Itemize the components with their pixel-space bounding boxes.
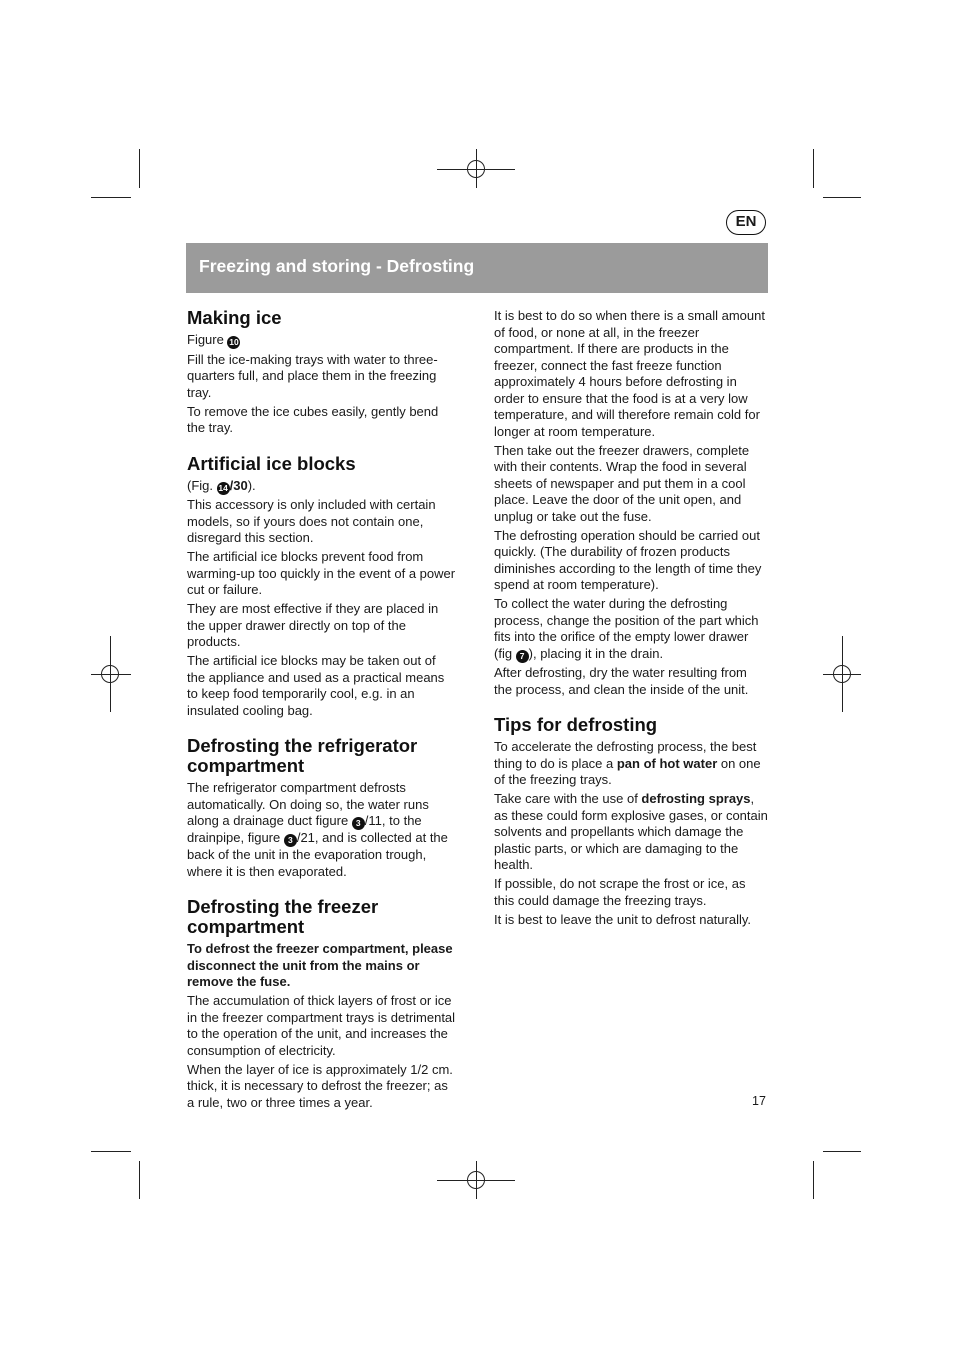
figure-number-badge: 3 bbox=[284, 834, 297, 847]
paragraph: The artificial ice blocks prevent food from warming-up too quickly in the event of a power cut or failure. bbox=[187, 549, 456, 597]
paragraph: When the layer of ice is approximately 1/2 cm. thick, it is necessary to defrost the freezer; as a rule, two or three times a year. bbox=[187, 1061, 453, 1110]
heading-defrosting-refrigerator: Defrosting the refrigerator compartment bbox=[187, 735, 418, 776]
paragraph: The defrosting operation should be carried out quickly. (The durability of frozen products diminishes according to the length of time they spend at room temperature). bbox=[494, 527, 762, 592]
section-tips bbox=[494, 715, 768, 928]
paragraph: To collect the water during the defrosting process, change the position of the part which fits into the orifice of the empty lower drawer (fig 7 ), placing it in the drain. bbox=[494, 596, 759, 661]
heading-tips-for-defrosting: Tips for defrosting bbox=[494, 714, 658, 735]
paragraph: The refrigerator compartment defrosts automatically. On doing so, the water runs along a drainage duct figure 3 /11, to the drainpipe, figure 3 /21, and is collected at the back of the unit in the evaporation trough, where it is then evaporated. bbox=[187, 780, 448, 879]
figure-reference: Figure 10 bbox=[187, 332, 239, 347]
paragraph: Then take out the freezer drawers, complete with their contents. Wrap the food in several sheets of newspaper and put them in a cool place. Leave the door of the unit open, and unplug or take out the fuse. bbox=[494, 442, 750, 524]
paragraph: It is best to do so when there is a small amount of food, or none at all, in the freezer compartment. If there are products in the freezer, connect the fast freeze function approximately 4 hours before defrosting in order to ensure that the food is at a very low temperature, and will therefore remain cold for longer at room temperature. bbox=[494, 308, 765, 439]
page-number: 17 bbox=[752, 1094, 766, 1108]
figure-number-badge: 10 bbox=[229, 337, 239, 347]
page-title: Freezing and storing - Defrosting bbox=[199, 256, 475, 276]
figure-reference: (Fig. 14 /30). bbox=[187, 477, 256, 493]
paragraph: The artificial ice blocks may be taken out of the appliance and used as a practical means to keep food temporarily cool, e.g. in an insulated cooling bag. bbox=[187, 653, 445, 718]
right-column bbox=[494, 308, 768, 931]
paragraph: After defrosting, dry the water resulting from the process, and clean the inside of the unit. bbox=[494, 665, 749, 697]
section-defrost-freezer bbox=[187, 897, 457, 1111]
paragraph: They are most effective if they are placed in the upper drawer directly on top of the products. bbox=[187, 601, 439, 649]
paragraph: To remove the ice cubes easily, gently bend the tray. bbox=[187, 403, 439, 435]
paragraph: The accumulation of thick layers of frost or ice in the freezer compartment trays is detrimental to the operation of the unit, and increases the consumption of electricity. bbox=[187, 993, 456, 1058]
figure-number-badge: 3 bbox=[352, 817, 365, 830]
paragraph: To accelerate the defrosting process, the best thing to do is place a pan of hot water on one of the freezing trays. bbox=[494, 739, 761, 787]
section-artificial-ice bbox=[187, 454, 457, 720]
section-defrost-fridge bbox=[187, 736, 457, 880]
figure-number-badge: 7 bbox=[516, 650, 529, 663]
paragraph: If possible, do not scrape the frost or ice, as this could damage the freezing trays. bbox=[494, 876, 746, 908]
heading-defrosting-freezer: Defrosting the freezer compartment bbox=[187, 896, 379, 937]
paragraph: This accessory is only included with certain models, so if yours does not contain one, disregard this section. bbox=[187, 497, 436, 545]
figure-number-badge: 14 bbox=[218, 482, 228, 493]
section-header-bar bbox=[186, 243, 768, 293]
warning-paragraph: To defrost the freezer compartment, please disconnect the unit from the mains or remove the fuse. bbox=[187, 941, 453, 989]
heading-artificial-ice-blocks: Artificial ice blocks bbox=[187, 452, 356, 474]
paragraph: It is best to leave the unit to defrost naturally. bbox=[494, 911, 752, 927]
paragraph: Take care with the use of defrosting sprays, as these could form explosive gases, or contain solvents and propellants which damage the plastic parts, or which are damaging to the health. bbox=[494, 791, 768, 872]
heading-making-ice: Making ice bbox=[187, 307, 282, 328]
left-column bbox=[187, 308, 457, 1114]
language-badge: EN bbox=[726, 210, 766, 235]
paragraph: Fill the ice-making trays with water to three-quarters full, and place them in the freezing tray. bbox=[187, 351, 438, 400]
